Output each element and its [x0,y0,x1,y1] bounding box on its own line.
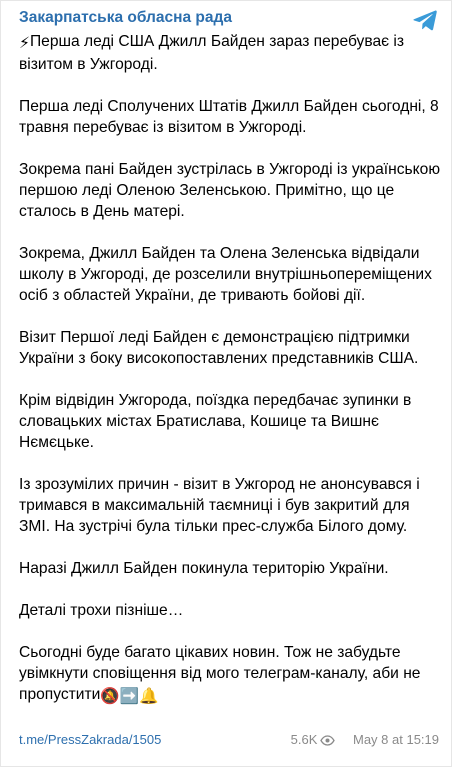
lightning-icon: ⚡ [19,35,30,52]
post-meta [291,730,439,750]
post-paragraph: Крім відвідин Ужгорода, поїздка передбачає зупинки в словацьких містах Братислава, Кошице та Вишнє Нємєцьке. [19,392,412,451]
post-paragraph: Сьогодні буде багато цікавих новин. Тож не забудьте увімкнути сповіщення від мого телеграм-каналу, аби не пропустити🔕➡️🔔 [19,644,421,705]
post-body [19,31,443,728]
eye-icon [320,735,335,746]
post-paragraph: ⚡Перша леді США Джилл Байден зараз перебуває із візитом в Ужгороді. [19,33,405,73]
post-paragraph: Зокрема пані Байден зустрілась в Ужгороді із українською першою леді Оленою Зеленською. Примітно, що це сталось в День матері. [19,161,441,220]
post-footer [19,730,439,750]
post-date: May 8 at 15:19 [353,732,439,747]
bell-icon: 🔔 [139,688,159,705]
arrow-right-icon: ➡️ [119,688,140,705]
bell-muted-icon: 🔕 [100,688,120,705]
post-header [19,8,441,32]
post-paragraph: Наразі Джилл Байден покинула територію України. [19,560,389,577]
telegram-icon[interactable] [411,6,439,34]
post-link[interactable]: t.me/PressZakrada/1505 [19,732,162,747]
post-paragraph: Із зрозумілих причин - візит в Ужгород не анонсувався і тримався в максимальній таємниці і був закритий для ЗМІ. На зустрічі була тільки прес-служба Білого дому. [19,476,420,535]
view-count: 5.6K [291,730,336,750]
post-paragraph: Перша леді Сполучених Штатів Джилл Байден сьогодні, 8 травня перебуває із візитом в Ужгороді. [19,98,439,136]
post-paragraph: Зокрема, Джилл Байден та Олена Зеленська відвідали школу в Ужгороді, де розселили внутрішньопереміщених осіб з областей України, де тривають бойові дії. [19,245,432,304]
post-paragraph: Деталі трохи пізніше… [19,602,184,619]
post-paragraph: Візит Першої леді Байден є демонстрацією підтримки України з боку високопоставлених представників США. [19,329,419,367]
channel-name[interactable]: Закарпатська обласна рада [19,9,232,26]
